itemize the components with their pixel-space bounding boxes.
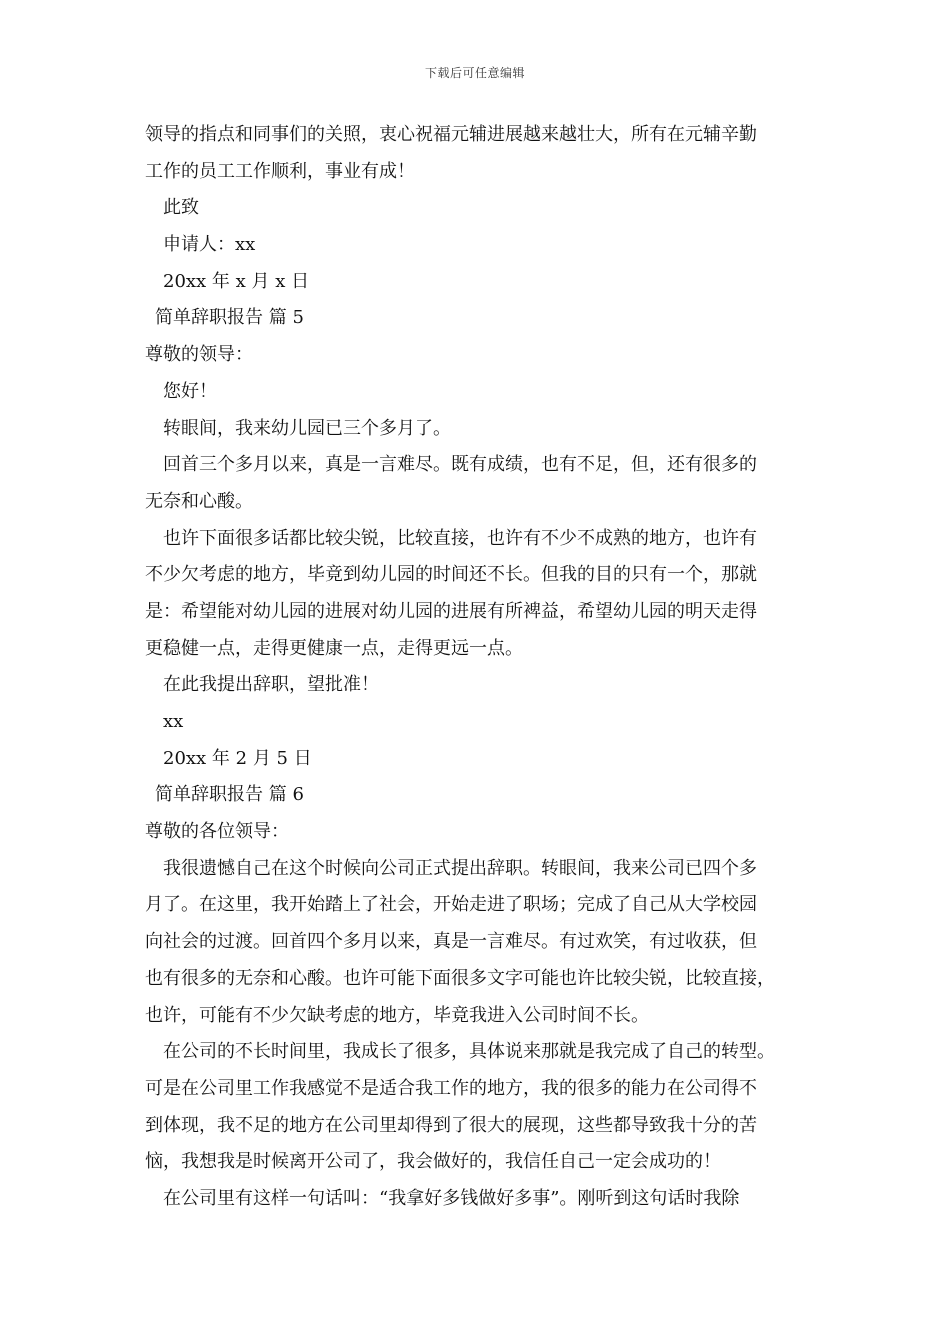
text-line: 也有很多的无奈和心酸。也许可能下面很多文字可能也许比较尖锐，比较直接，: [145, 967, 775, 989]
text-line: 此致: [163, 197, 199, 219]
section-heading: 简单辞职报告 篇 6: [155, 784, 304, 806]
text-line: 转眼间，我来幼儿园已三个多月了。: [163, 417, 451, 439]
text-line: 回首三个多月以来，真是一言难尽。既有成绩，也有不足，但，还有很多的: [163, 454, 757, 476]
text-line: 向社会的过渡。回首四个多月以来，真是一言难尽。有过欢笑，有过收获，但: [145, 931, 757, 953]
text-line: 也许，可能有不少欠缺考虑的地方，毕竟我进入公司时间不长。: [145, 1004, 649, 1026]
text-line: 在公司的不长时间里，我成长了很多，具体说来那就是我完成了自己的转型。: [163, 1041, 775, 1063]
text-line: 在此我提出辞职，望批准！: [163, 674, 379, 696]
text-line: 20xx 年 2 月 5 日: [163, 747, 312, 769]
text-line: 到体现，我不足的地方在公司里却得到了很大的展现，这些都导致我十分的苦: [145, 1114, 757, 1136]
text-line: 也许下面很多话都比较尖锐，比较直接，也许有不少不成熟的地方，也许有: [163, 527, 757, 549]
text-line: 尊敬的领导：: [145, 344, 253, 366]
text-line: 20xx 年 x 月 x 日: [163, 270, 310, 292]
text-line: 工作的员工工作顺利，事业有成！: [145, 160, 415, 182]
text-line: 月了。在这里，我开始踏上了社会，开始走进了职场；完成了自己从大学校园: [145, 894, 757, 916]
text-line: 您好！: [163, 380, 217, 402]
text-line: 尊敬的各位领导：: [145, 821, 289, 843]
text-line: 可是在公司里工作我感觉不是适合我工作的地方，我的很多的能力在公司得不: [145, 1077, 757, 1099]
section-heading: 简单辞职报告 篇 5: [155, 307, 304, 329]
text-line: 无奈和心酸。: [145, 490, 253, 512]
text-line: xx: [163, 711, 184, 732]
document-body: [145, 117, 820, 1218]
text-line: 不少欠考虑的地方，毕竟到幼儿园的时间还不长。但我的目的只有一个，那就: [145, 564, 757, 586]
text-line: 我很遗憾自己在这个时候向公司正式提出辞职。转眼间，我来公司已四个多: [163, 857, 757, 879]
text-line: 恼，我想我是时候离开公司了，我会做好的，我信任自己一定会成功的！: [145, 1151, 721, 1173]
text-line: 是：希望能对幼儿园的进展对幼儿园的进展有所裨益，希望幼儿园的明天走得: [145, 600, 757, 622]
text-line: 申请人：xx: [163, 234, 256, 256]
text-line: 领导的指点和同事们的关照，衷心祝福元辅进展越来越壮大，所有在元辅辛勤: [145, 124, 757, 145]
page-header: 下载后可任意编辑: [424, 66, 525, 80]
text-line: 在公司里有这样一句话叫：“我拿好多钱做好多事”。刚听到这句话时我除: [163, 1187, 740, 1209]
text-line: 更稳健一点，走得更健康一点，走得更远一点。: [145, 637, 523, 659]
